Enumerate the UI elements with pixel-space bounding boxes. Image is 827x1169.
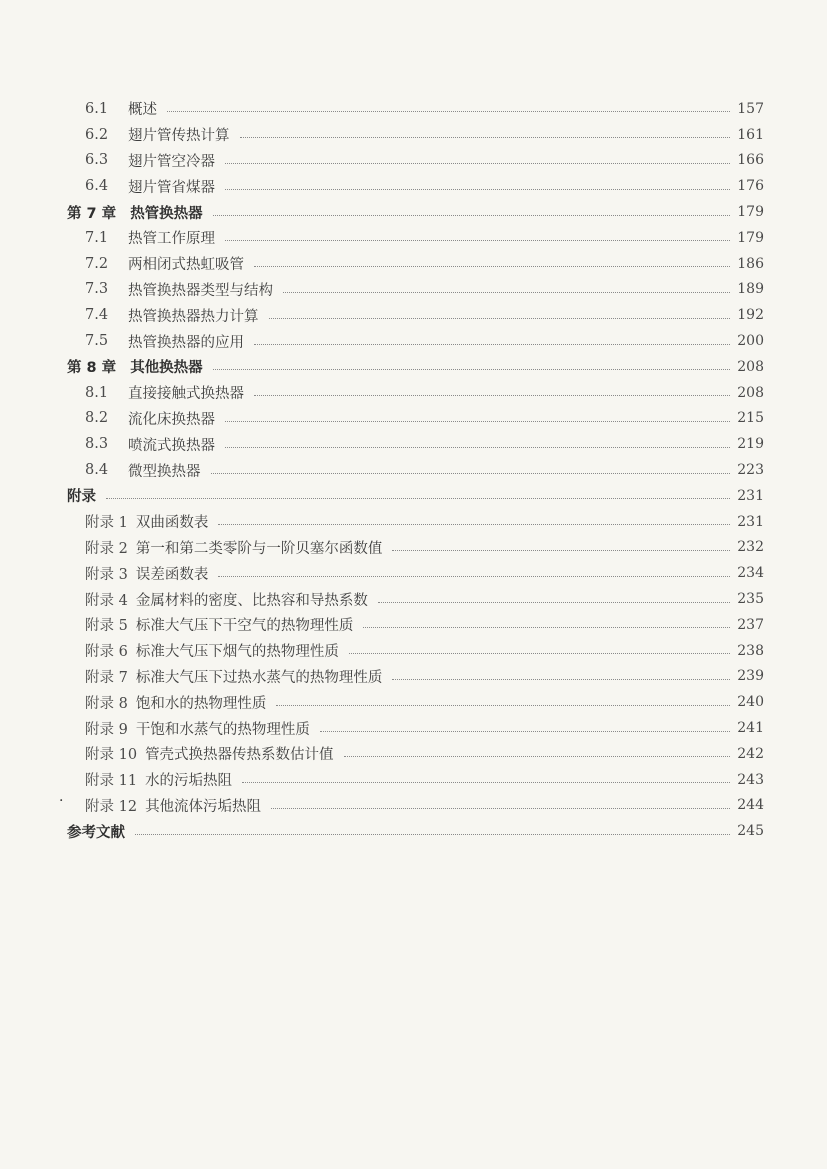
appendix-heading: 附录: [67, 489, 96, 506]
toc-row[interactable]: [0, 148, 827, 174]
toc-row[interactable]: [0, 689, 827, 715]
toc-row[interactable]: [0, 612, 827, 638]
page-number: 245: [737, 823, 764, 840]
page-number: 231: [737, 487, 764, 504]
appendix-number: 附录 12: [85, 798, 138, 815]
toc-row[interactable]: [0, 173, 827, 199]
toc-row[interactable]: [0, 715, 827, 741]
dot-leader: [225, 163, 730, 164]
page-number: 219: [737, 436, 764, 453]
appendix-title: 其他流体污垢热阻: [145, 798, 262, 815]
section-title: 喷流式换热器: [128, 437, 215, 454]
section-title: 热管换热器热力计算: [128, 308, 259, 325]
page-number: 239: [737, 668, 764, 685]
toc-row[interactable]: [0, 96, 827, 122]
dot-leader: [106, 498, 730, 499]
page-number: 208: [737, 358, 764, 375]
page-number: 166: [737, 152, 764, 169]
chapter-number: 第 8 章: [67, 360, 117, 377]
toc-row[interactable]: [0, 406, 827, 432]
appendix-number: 附录 4: [85, 592, 128, 609]
page-number: 237: [737, 616, 764, 633]
section-number: 7.5: [85, 333, 109, 350]
appendix-number: 附录 2: [85, 540, 128, 557]
appendix-number: 附录 3: [85, 566, 128, 583]
dot-leader: [225, 421, 730, 422]
page-number: 179: [737, 204, 764, 221]
appendix-title: 标准大气压下烟气的热物理性质: [135, 644, 339, 661]
toc-row[interactable]: [0, 638, 827, 664]
section-number: 8.4: [85, 462, 109, 479]
dot-leader: [276, 705, 730, 706]
chapter-title: 其他换热器: [130, 360, 203, 377]
section-number: 7.4: [85, 307, 109, 324]
section-title: 热管换热器类型与结构: [128, 282, 273, 299]
section-number: 7.3: [85, 281, 109, 298]
appendix-title: 第一和第二类零阶与一阶贝塞尔函数值: [135, 540, 383, 557]
dot-leader: [211, 473, 731, 474]
toc-row[interactable]: [0, 793, 827, 819]
appendix-title: 水的污垢热阻: [145, 773, 233, 790]
section-number: 6.2: [85, 126, 109, 143]
page-number: 235: [737, 591, 764, 608]
appendix-title: 管壳式换热器传热系数估计值: [145, 747, 334, 764]
dot-leader: [283, 292, 730, 293]
dot-leader: [269, 318, 731, 319]
appendix-number: 附录 8: [85, 695, 128, 712]
dot-leader: [218, 576, 730, 577]
appendix-number: 附录 11: [85, 773, 138, 790]
table-of-contents: [0, 96, 827, 844]
page-number: 231: [737, 513, 764, 530]
toc-references-row[interactable]: [0, 818, 827, 844]
section-number: 6.4: [85, 178, 109, 195]
section-title: 翅片管空冷器: [128, 153, 215, 170]
toc-row[interactable]: [0, 457, 827, 483]
dot-leader: [218, 524, 730, 525]
section-number: 7.1: [85, 229, 109, 246]
page-number: 161: [737, 126, 764, 143]
page-number: 243: [737, 771, 764, 788]
section-title: 热管工作原理: [128, 231, 215, 248]
page-number: 200: [737, 333, 764, 350]
dot-leader: [242, 782, 730, 783]
dot-leader: [254, 266, 730, 267]
toc-row[interactable]: [0, 328, 827, 354]
chapter-title: 热管换热器: [130, 205, 203, 222]
appendix-title: 双曲函数表: [135, 515, 209, 532]
dot-leader: [135, 834, 730, 835]
section-number: 7.2: [85, 255, 109, 272]
toc-row[interactable]: [0, 122, 827, 148]
section-title: 微型换热器: [128, 463, 201, 480]
toc-row[interactable]: [0, 225, 827, 251]
dot-leader: [378, 602, 730, 603]
appendix-number: 附录 10: [85, 747, 138, 764]
dot-leader: [225, 447, 730, 448]
toc-row[interactable]: [0, 560, 827, 586]
toc-row[interactable]: [0, 664, 827, 690]
section-title: 翅片管省煤器: [128, 179, 215, 196]
appendix-number: 附录 9: [85, 721, 128, 738]
page-number: 223: [737, 462, 764, 479]
dot-leader: [240, 137, 731, 138]
toc-row[interactable]: [0, 741, 827, 767]
dot-leader: [349, 653, 730, 654]
toc-chapter-row[interactable]: [0, 199, 827, 225]
margin-dot-marker: ·: [59, 792, 64, 809]
page-number: 232: [737, 539, 764, 556]
page-number: 241: [737, 720, 764, 737]
page-number: 244: [737, 797, 764, 814]
appendix-title: 标准大气压下干空气的热物理性质: [135, 618, 354, 635]
appendix-title: 标准大气压下过热水蒸气的热物理性质: [135, 669, 383, 686]
section-title: 直接接触式换热器: [128, 386, 244, 403]
toc-row[interactable]: [0, 586, 827, 612]
dot-leader: [213, 215, 730, 216]
appendix-title: 误差函数表: [135, 566, 209, 583]
page-number: 208: [737, 384, 764, 401]
section-number: 6.3: [85, 152, 109, 169]
page-number: 240: [737, 694, 764, 711]
page-number: 186: [737, 255, 764, 272]
section-title: 两相闭式热虹吸管: [128, 257, 244, 274]
appendix-number: 附录 5: [85, 618, 128, 635]
dot-leader: [344, 756, 730, 757]
appendix-title: 金属材料的密度、比热容和导热系数: [135, 592, 368, 609]
section-title: 翅片管传热计算: [128, 128, 230, 145]
page-number: 192: [737, 307, 764, 324]
section-number: 8.1: [85, 384, 109, 401]
page-number: 215: [737, 410, 764, 427]
toc-row[interactable]: [0, 767, 827, 793]
dot-leader: [225, 240, 730, 241]
dot-leader: [320, 731, 730, 732]
references-heading: 参考文献: [67, 824, 125, 841]
page-number: 179: [737, 229, 764, 246]
page-number: 157: [737, 100, 764, 117]
toc-row[interactable]: [0, 380, 827, 406]
toc-row[interactable]: [0, 509, 827, 535]
toc-chapter-row[interactable]: [0, 354, 827, 380]
appendix-number: 附录 1: [85, 515, 128, 532]
toc-row[interactable]: [0, 302, 827, 328]
appendix-title: 饱和水的热物理性质: [135, 695, 267, 712]
appendix-title: 干饱和水蒸气的热物理性质: [135, 721, 310, 738]
toc-row[interactable]: [0, 431, 827, 457]
dot-leader: [392, 550, 730, 551]
section-title: 流化床换热器: [128, 411, 215, 428]
toc-row[interactable]: [0, 535, 827, 561]
appendix-number: 附录 6: [85, 644, 128, 661]
toc-appendix-heading-row[interactable]: [0, 483, 827, 509]
page-number: 189: [737, 281, 764, 298]
section-number: 6.1: [85, 100, 109, 117]
section-title: 热管换热器的应用: [128, 334, 244, 351]
section-title: 概述: [128, 102, 157, 119]
dot-leader: [363, 627, 730, 628]
dot-leader: [254, 344, 730, 345]
dot-leader: [167, 111, 730, 112]
page-number: 238: [737, 642, 764, 659]
page-number: 176: [737, 178, 764, 195]
toc-row[interactable]: [0, 251, 827, 277]
toc-row[interactable]: [0, 277, 827, 303]
dot-leader: [392, 679, 730, 680]
page-number: 242: [737, 745, 764, 762]
dot-leader: [254, 395, 730, 396]
section-number: 8.3: [85, 436, 109, 453]
page-number: 234: [737, 565, 764, 582]
appendix-number: 附录 7: [85, 669, 128, 686]
section-number: 8.2: [85, 410, 109, 427]
dot-leader: [213, 369, 730, 370]
dot-leader: [225, 189, 730, 190]
chapter-number: 第 7 章: [67, 205, 117, 222]
dot-leader: [271, 808, 730, 809]
